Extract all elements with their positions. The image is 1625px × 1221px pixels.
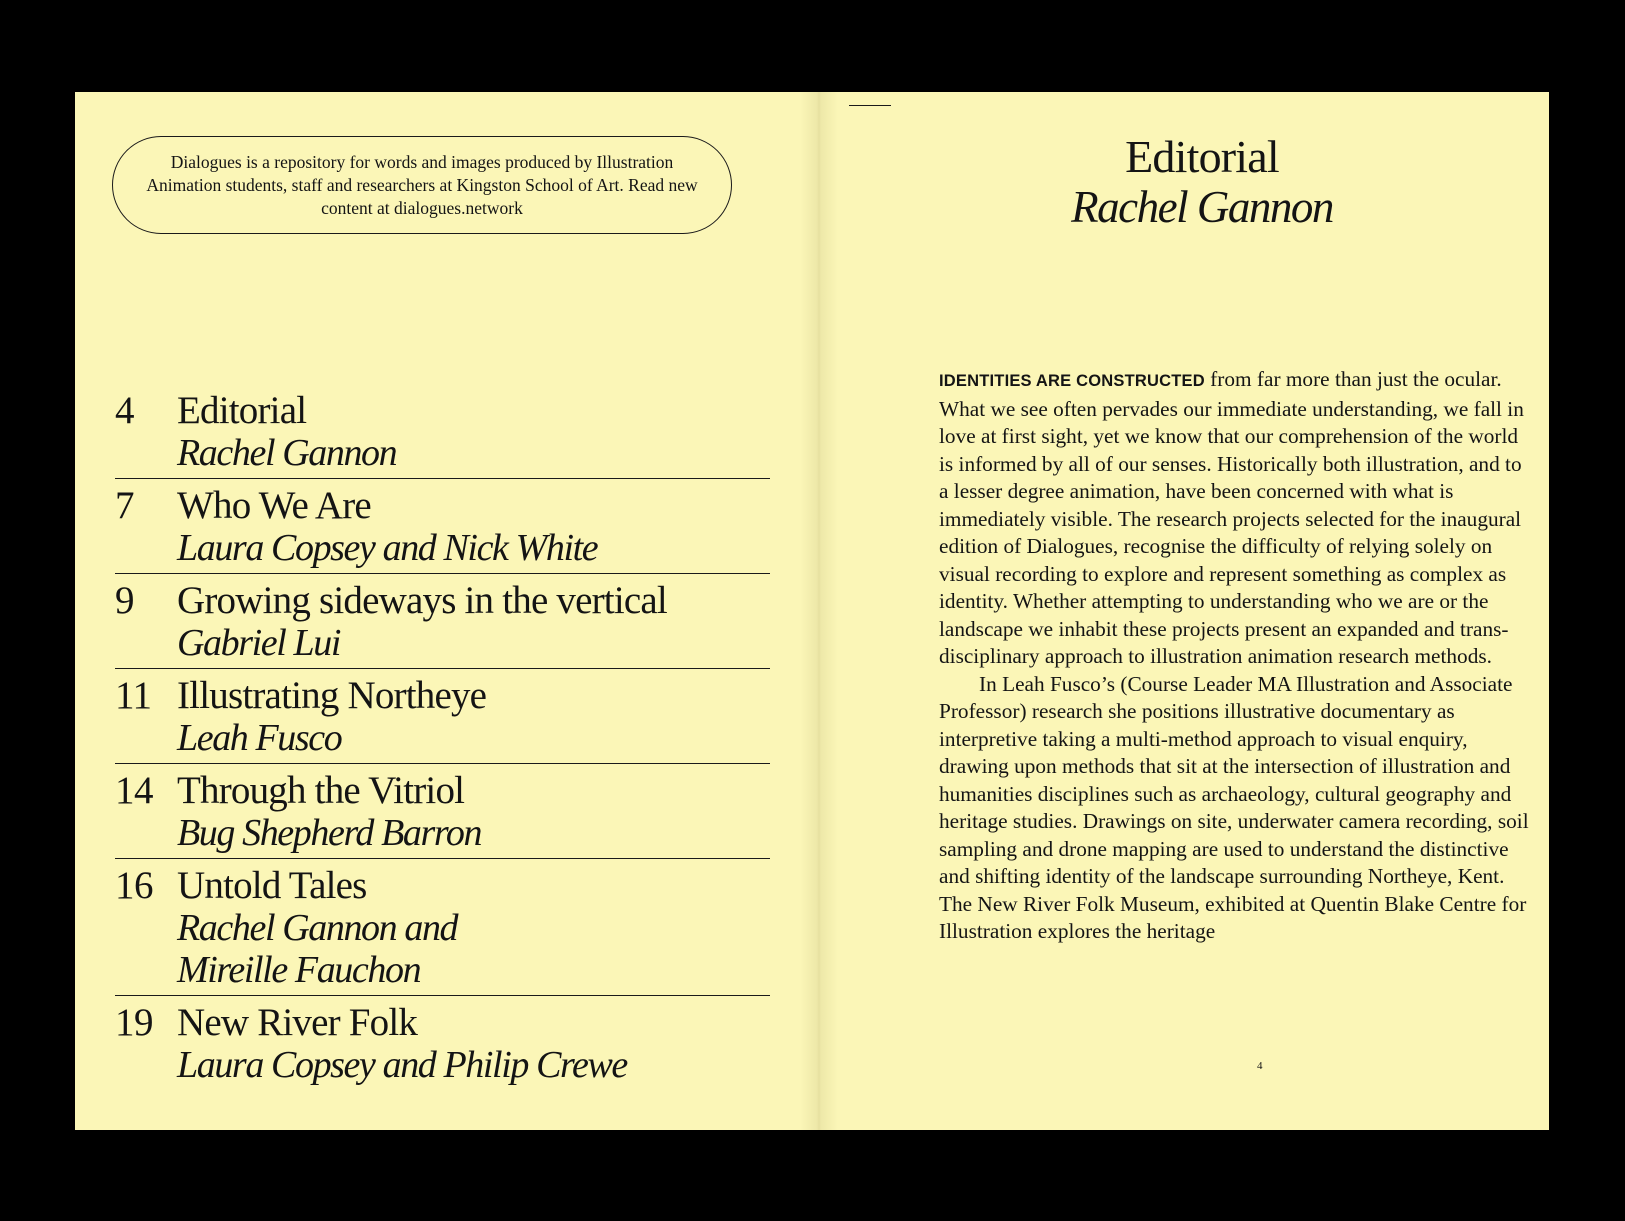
header-rule (849, 105, 891, 106)
body-paragraph-1 (939, 366, 1529, 671)
toc-page-number: 4 (115, 389, 134, 432)
repository-notice (112, 136, 732, 234)
toc-title: New River Folk (177, 1001, 418, 1044)
toc-title: Who We Are (177, 484, 371, 527)
toc-author: Bug Shepherd Barron (177, 812, 482, 854)
lead-in: IDENTITIES ARE CONSTRUCTED (939, 372, 1205, 390)
toc-entry-through-the-vitriol[interactable] (115, 770, 770, 859)
toc-title: Untold Tales (177, 864, 367, 907)
body-paragraph-2: In Leah Fusco’s (Course Leader MA Illustration and Associate Professor) research she positions illustrative documentary as interpretive taking a multi-method approach to visual enquiry, drawing upon methods that sit at the intersection of illustration and humanities disciplines such as archaeology, cultural geography and heritage studies. Drawings on site, underwater camera recording, soil sampling and drone mapping are used to understand the distinctive and shifting identity of the landscape surrounding Northeye, Kent. The New River Folk Museum, exhibited at Quentin Blake Centre for Illustration explores the heritage (939, 671, 1529, 943)
toc-author: Rachel Gannon (177, 432, 397, 474)
toc-entry-editorial[interactable] (115, 390, 770, 479)
toc-page-number: 7 (115, 484, 134, 527)
toc-author: Laura Copsey and Nick White (177, 527, 598, 569)
notice-text: Dialogues is a repository for words and images produced by Illustration Animation students, staff and researchers at Kingston School of Art. Read new content at dialogues.network (146, 151, 698, 218)
magazine-spread (75, 92, 1549, 1130)
editorial-author: Rachel Gannon (1071, 182, 1333, 232)
toc-page-number: 11 (115, 674, 152, 717)
toc-page-number: 16 (115, 864, 153, 907)
page-number: 4 (1257, 1060, 1263, 1072)
toc-page-number: 9 (115, 579, 134, 622)
toc-author: Laura Copsey and Philip Crewe (177, 1044, 627, 1086)
toc-entry-untold-tales[interactable] (115, 865, 770, 996)
toc-title: Growing sideways in the vertical (177, 579, 667, 622)
toc-page-number: 19 (115, 1001, 153, 1044)
editorial-body (939, 366, 1529, 946)
toc-author: Rachel Gannon and Mireille Fauchon (177, 907, 458, 991)
right-page (817, 92, 1549, 1130)
toc-entry-growing-sideways[interactable] (115, 580, 770, 669)
toc-author: Leah Fusco (177, 717, 342, 759)
toc-author: Gabriel Lui (177, 622, 341, 664)
left-page (75, 92, 815, 1130)
editorial-title: Editorial (1125, 131, 1279, 182)
paragraph-1-text: from far more than just the ocular. What we see often pervades our immediate understanding, we fall in love at first sight, yet we know that our comprehension of the world is informed by all of our senses. Historically both illustration, and to a lesser degree animation, have been concerned with what is immediately visible. The research projects selected for the inaugural edition of Dialogues, recognise the difficulty of relying solely on visual recording to explore and represent something as complex as identity. Whether attempting to understanding who we are or the landscape we inhabit these projects present an expanded and trans-disciplinary approach to illustration animation research methods. (939, 367, 1524, 668)
toc-entry-new-river-folk[interactable] (115, 1002, 770, 1090)
toc-entry-illustrating-northeye[interactable] (115, 675, 770, 764)
toc-title: Editorial (177, 389, 307, 432)
toc-page-number: 14 (115, 769, 153, 812)
toc-entry-who-we-are[interactable] (115, 485, 770, 574)
toc-title: Through the Vitriol (177, 769, 465, 812)
toc-title: Illustrating Northeye (177, 674, 487, 717)
table-of-contents (115, 390, 770, 1096)
